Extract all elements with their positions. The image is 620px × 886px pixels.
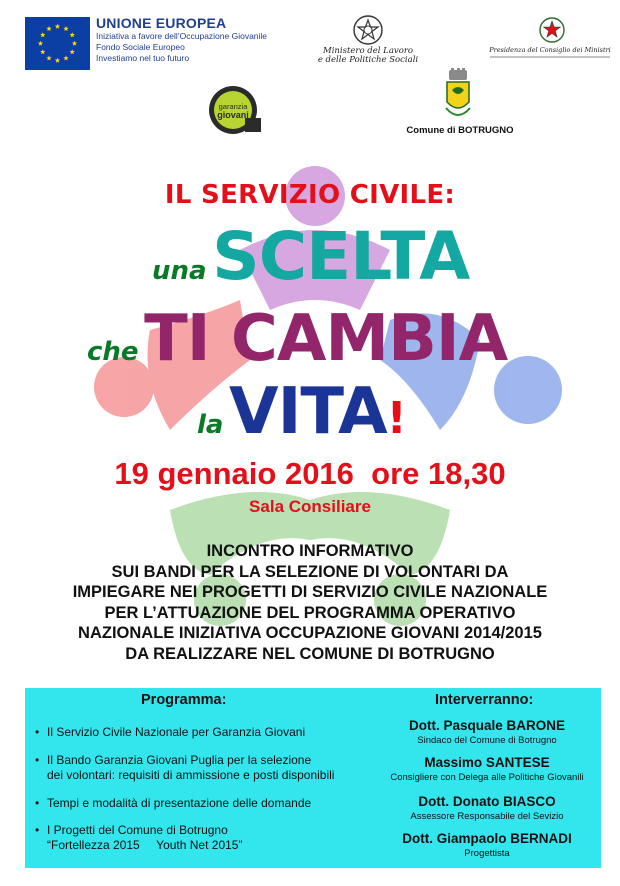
description-line: SUI BANDI PER LA SELEZIONE DI VOLONTARI DA — [111, 562, 509, 581]
programme-item — [35, 823, 242, 853]
bullet-icon: • — [35, 753, 40, 767]
garanzia-logo-word: garanzia — [218, 102, 248, 111]
programme-item-text: I Progetti del Comune di Botrugno — [47, 823, 228, 837]
event-date — [0, 456, 620, 492]
eu-flag-logo — [25, 17, 90, 70]
programme-item-text: “Fortellezza 2015 Youth Net 2015” — [47, 838, 243, 852]
programme-item-text: Il Servizio Civile Nazionale per Garanzia Giovani — [47, 725, 306, 739]
speaker-role: Progettista — [464, 848, 510, 859]
headline-big-word: VITA — [229, 375, 387, 449]
italian-emblem-icon — [350, 12, 386, 48]
description-line: PER L’ATTUAZIONE DEL PROGRAMMA OPERATIVO — [104, 603, 516, 622]
speaker-name: Dott. Pasquale BARONE — [408, 718, 566, 733]
programme-box — [25, 688, 601, 868]
headline-small-word: una — [152, 256, 207, 286]
programme-item-text: Il Bando Garanzia Giovani Puglia per la selezione — [47, 753, 312, 767]
headline-small-word: che — [87, 337, 139, 367]
speaker-role: Sindaco del Comune di Botrugno — [417, 735, 557, 746]
ministero-line: e delle Politiche Sociali — [317, 55, 419, 65]
bullet-icon: • — [35, 823, 40, 837]
ministero-line: Ministero del Lavoro — [322, 46, 413, 56]
headline-big-word: SCELTA — [212, 218, 470, 295]
speaker-name: Dott. Donato BIASCO — [418, 794, 556, 809]
ministero-label — [308, 47, 428, 65]
headline-line-3 — [87, 302, 507, 376]
bullet-icon: • — [35, 796, 40, 810]
headline-line-4 — [197, 375, 407, 449]
eu-line: Fondo Sociale Europeo — [96, 42, 185, 52]
speaker — [362, 718, 612, 746]
description-line: NAZIONALE INIZIATIVA OCCUPAZIONE GIOVANI 2014/2015 — [78, 624, 542, 643]
event-date-text: 19 gennaio 2016 ore 18,30 — [114, 456, 506, 491]
interverranno-title: Interverranno: — [435, 692, 534, 708]
comune-crest-icon — [443, 68, 473, 122]
speaker-role: Assessore Responsabile del Sevizio — [410, 811, 564, 822]
programme-item-text: dei volontari: requisiti di ammissione e posti disponibili — [47, 768, 335, 782]
description-block — [0, 541, 620, 665]
programme-item — [35, 725, 305, 740]
headline-big-word: TI CAMBIA — [144, 302, 508, 376]
garanzia-giovani-logo — [205, 84, 265, 136]
speaker — [362, 831, 612, 859]
presidenza-label: Presidenza del Consiglio dei Ministri — [489, 46, 611, 54]
headline-small-word: la — [197, 410, 224, 440]
programme-item — [35, 753, 334, 783]
speaker — [362, 755, 612, 783]
speaker-role: Consigliere con Delega alle Politiche Giovanili — [390, 772, 584, 783]
comune-label: Comune di BOTRUGNO — [406, 125, 514, 136]
headline-line-1: IL SERVIZIO CIVILE: — [164, 180, 456, 210]
speaker — [362, 794, 612, 822]
event-venue: Sala Consiliare — [249, 497, 371, 516]
speaker-name: Massimo SANTESE — [424, 755, 550, 770]
presidenza-subline — [490, 56, 610, 58]
giovani-logo-word: giovani — [217, 110, 249, 120]
italian-emblem-icon — [537, 15, 567, 45]
description-line: INCONTRO INFORMATIVO — [206, 542, 414, 560]
description-line: IMPIEGARE NEI PROGETTI DI SERVIZIO CIVILE NAZIONALE — [72, 583, 548, 602]
eu-title: UNIONE EUROPEA — [96, 15, 227, 31]
programme-item-text: Tempi e modalità di presentazione delle domande — [47, 796, 312, 810]
eu-line: Investiamo nel tuo futuro — [96, 53, 190, 63]
programma-title: Programma: — [141, 692, 227, 708]
description-line: DA REALIZZARE NEL COMUNE DI BOTRUGNO — [125, 644, 495, 663]
eu-text-block — [96, 15, 286, 64]
headline-exclamation: ! — [386, 393, 407, 444]
headline-line-2 — [152, 218, 469, 295]
programme-item — [35, 796, 311, 811]
speaker-name: Dott. Giampaolo BERNADI — [402, 831, 572, 846]
eu-line: Iniziativa a favore dell’Occupazione Giovanile — [96, 31, 268, 41]
bullet-icon: • — [35, 725, 40, 739]
